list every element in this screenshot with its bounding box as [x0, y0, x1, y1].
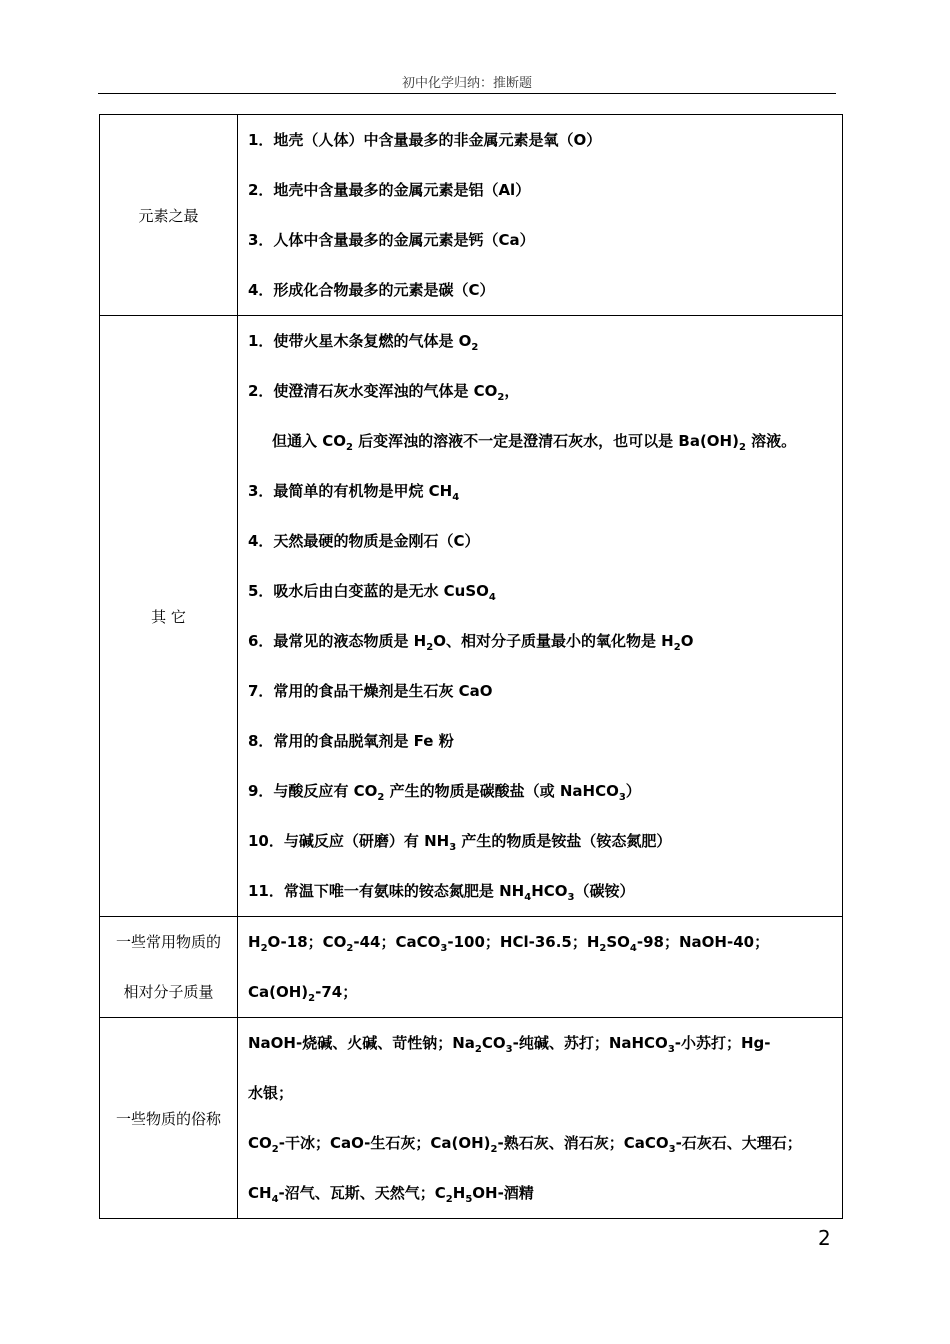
content-molar-mass — [238, 917, 843, 1018]
subscript: 3 — [449, 842, 457, 853]
text-segment: （碳铵） — [574, 882, 635, 900]
list-item: 2．地壳中含量最多的金属元素是铝（Al） — [248, 181, 531, 199]
text-segment: -沼气、瓦斯、天然气；C — [278, 1184, 446, 1202]
label-line: 一些常用物质的 — [115, 933, 221, 951]
text-segment: O、相对分子质量最小的氧化物是 H — [433, 632, 674, 650]
subscript: 2 — [426, 642, 434, 653]
text-segment: NaOH-烧碱、火碱、苛性钠；Na — [248, 1034, 475, 1052]
label-other: 其 它 — [100, 316, 238, 917]
list-item — [248, 716, 842, 766]
text-segment: CH — [248, 1184, 272, 1202]
content-common-names — [238, 1018, 843, 1219]
list-item — [248, 967, 842, 1017]
text-segment: 产生的物质是铵盐（铵态氮肥） — [456, 832, 672, 850]
subscript: 3 — [618, 792, 626, 803]
list-item — [248, 1068, 842, 1118]
list-item — [248, 566, 842, 616]
text-segment: ， — [504, 382, 520, 400]
text-segment: 水银； — [248, 1084, 294, 1102]
list-item — [248, 917, 842, 967]
subscript: 4 — [488, 592, 496, 603]
subscript: 2 — [673, 642, 681, 653]
list-item — [248, 1168, 842, 1218]
text-segment: 8．常用的食品脱氧剂是 Fe 粉 — [248, 732, 454, 750]
subscript: 4 — [629, 943, 637, 954]
summary-table — [99, 114, 843, 1219]
subscript: 2 — [308, 993, 316, 1004]
subscript: 2 — [260, 943, 268, 954]
text-segment: 5．吸水后由白变蓝的是无水 CuSO — [248, 582, 489, 600]
text-segment: 2．使澄清石灰水变浑浊的气体是 CO — [248, 382, 498, 400]
subscript: 3 — [440, 943, 448, 954]
list-item — [248, 666, 842, 716]
text-segment: 7．常用的食品干燥剂是生石灰 CaO — [248, 682, 493, 700]
text-segment: -石灰石、大理石； — [675, 1134, 802, 1152]
list-item — [248, 766, 842, 816]
list-item — [248, 1118, 842, 1168]
text-segment: O — [680, 632, 694, 650]
text-segment: H — [452, 1184, 466, 1202]
text-segment: SO — [606, 933, 630, 951]
text-segment: CO — [481, 1034, 506, 1052]
subscript: 2 — [345, 442, 353, 453]
subscript: 3 — [668, 1144, 676, 1155]
text-segment: -干冰；CaO-生石灰；Ca(OH) — [278, 1134, 491, 1152]
subscript: 4 — [271, 1194, 279, 1205]
text-segment: -纯碱、苏打；NaHCO — [512, 1034, 668, 1052]
table-row-molar-mass — [100, 917, 843, 1018]
text-segment: HCO — [531, 882, 568, 900]
text-segment: 1．使带火星木条复燃的气体是 O — [248, 332, 472, 350]
subscript: 3 — [667, 1044, 675, 1055]
subscript: 2 — [271, 1144, 279, 1155]
subscript: 2 — [346, 943, 354, 954]
list-item — [248, 616, 842, 666]
subscript: 3 — [567, 892, 575, 903]
subscript: 2 — [445, 1194, 453, 1205]
content-elements — [238, 115, 843, 316]
text-segment: 3．最简单的有机物是甲烷 CH — [248, 482, 453, 500]
text-segment: -小苏打；Hg- — [674, 1034, 771, 1052]
page-header-title: 初中化学归纳：推断题 — [401, 76, 532, 91]
subscript: 2 — [490, 1144, 498, 1155]
text-segment: Ca(OH) — [248, 983, 309, 1001]
list-item: 4．形成化合物最多的元素是碳（C） — [248, 281, 495, 299]
page-number: 2 — [818, 1226, 831, 1250]
label-line: 相对分子质量 — [123, 983, 214, 1001]
text-segment: -98；NaOH-40； — [636, 933, 770, 951]
text-segment: 但通入 CO — [272, 432, 346, 450]
text-segment: 9．与酸反应有 CO — [248, 782, 378, 800]
list-item — [248, 1018, 842, 1068]
text-segment: H — [248, 933, 261, 951]
subscript: 2 — [377, 792, 385, 803]
text-segment: CO — [248, 1134, 272, 1152]
text-segment: OH-酒精 — [472, 1184, 534, 1202]
text-segment: 6．最常见的液态物质是 H — [248, 632, 427, 650]
list-item — [248, 316, 842, 366]
text-segment: 4．天然最硬的物质是金刚石（C） — [248, 532, 480, 550]
table-row-elements — [100, 115, 843, 316]
label-elements: 元素之最 — [100, 115, 238, 316]
subscript: 2 — [738, 442, 746, 453]
table-row-other — [100, 316, 843, 917]
text-segment: 10．与碱反应（研磨）有 NH — [248, 832, 450, 850]
text-segment: -74； — [315, 983, 358, 1001]
text-segment: -100；HCl-36.5；H — [447, 933, 600, 951]
subscript: 2 — [474, 1044, 482, 1055]
text-segment: 后变浑浊的溶液不一定是澄清石灰水，也可以是 Ba(OH) — [352, 432, 739, 450]
subscript: 4 — [452, 492, 460, 503]
list-item — [248, 866, 842, 916]
text-segment: -熟石灰、消石灰；CaCO — [497, 1134, 669, 1152]
header-divider — [98, 93, 836, 94]
text-segment: -44；CaCO — [353, 933, 441, 951]
subscript: 3 — [505, 1044, 513, 1055]
text-segment: O-18；CO — [267, 933, 347, 951]
text-segment: ） — [625, 782, 641, 800]
subscript: 2 — [471, 342, 479, 353]
label-molar-mass — [100, 917, 238, 1018]
list-item: 1．地壳（人体）中含量最多的非金属元素是氧（O） — [248, 131, 602, 149]
list-item-note — [248, 416, 842, 466]
list-item — [248, 816, 842, 866]
text-segment: 产生的物质是碳酸盐（或 NaHCO — [384, 782, 619, 800]
subscript: 4 — [524, 892, 532, 903]
content-other — [238, 316, 843, 917]
list-item — [248, 366, 842, 416]
table-row-common-names — [100, 1018, 843, 1219]
text-segment: 11．常温下唯一有氨味的铵态氮肥是 NH — [248, 882, 525, 900]
text-segment: 溶液。 — [745, 432, 797, 450]
list-item — [248, 516, 842, 566]
subscript: 2 — [599, 943, 607, 954]
list-item — [248, 466, 842, 516]
list-item: 3．人体中含量最多的金属元素是钙（Ca） — [248, 231, 535, 249]
subscript: 5 — [465, 1194, 473, 1205]
label-common-names: 一些物质的俗称 — [100, 1018, 238, 1219]
subscript: 2 — [497, 392, 505, 403]
